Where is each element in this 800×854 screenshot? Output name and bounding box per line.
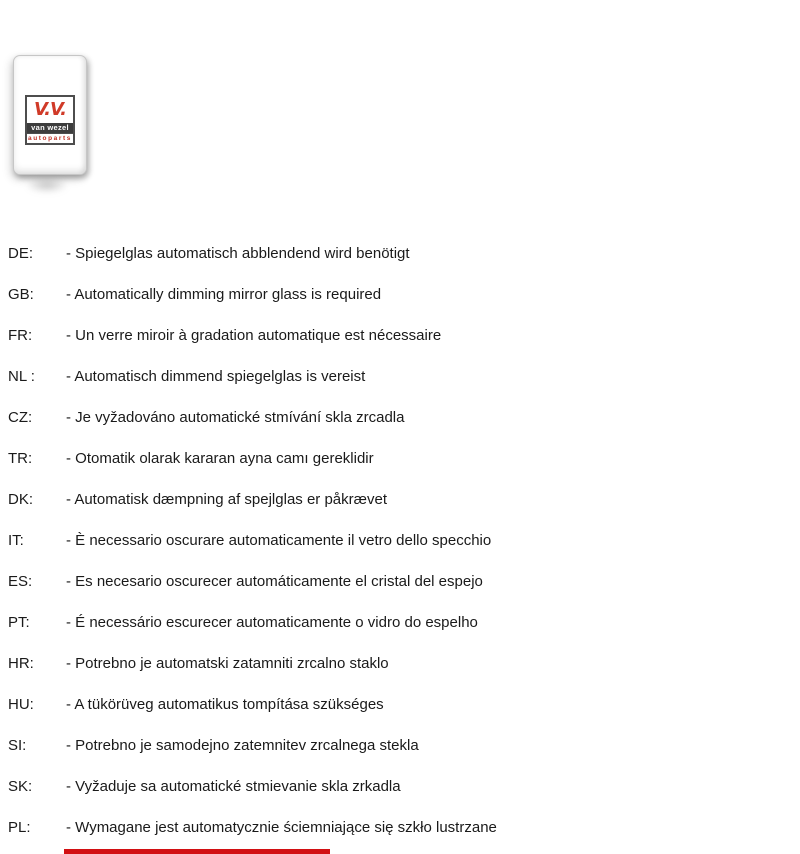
translation-row — [8, 532, 790, 573]
translation-text: - Otomatik olarak kararan ayna camı gereklidir — [66, 450, 374, 467]
language-code: CZ: — [8, 409, 33, 426]
language-code: FR: — [8, 327, 33, 344]
translation-row — [8, 737, 790, 778]
translation-row — [8, 778, 790, 819]
translation-row — [8, 573, 790, 614]
translation-row — [8, 655, 790, 696]
language-code: NL : — [8, 368, 35, 385]
translation-row — [8, 409, 790, 450]
language-code: GB: — [8, 286, 34, 303]
translation-row — [8, 245, 790, 286]
translation-text: - Je vyžadováno automatické stmívání skla zrcadla — [66, 409, 405, 426]
translation-text: - Wymagane jest automatycznie ściemniające się szkło lustrzane — [66, 819, 497, 836]
footer-red-bar — [64, 849, 330, 854]
language-code: ES: — [8, 573, 33, 590]
translation-row — [8, 327, 790, 368]
translation-text: - A tükörüveg automatikus tompítása szükséges — [66, 696, 384, 713]
translation-row — [8, 450, 790, 491]
translation-text: - Vyžaduje sa automatické stmievanie skla zrkadla — [66, 778, 401, 795]
translation-row — [8, 286, 790, 327]
translation-row — [8, 614, 790, 655]
translation-text: - Automatisk dæmpning af spejlglas er påkrævet — [66, 491, 387, 508]
language-code: PT: — [8, 614, 30, 631]
translation-text: - È necessario oscurare automaticamente il vetro dello specchio — [66, 532, 492, 549]
translation-row — [8, 491, 790, 532]
vw-logo-brand: van wezel — [27, 123, 73, 133]
language-code: DK: — [8, 491, 34, 508]
van-wezel-logo — [25, 95, 75, 145]
vw-logo-subtitle: autoparts — [27, 135, 72, 142]
translation-text: - Potrebno je samodejno zatemnitev zrcalnega stekla — [66, 737, 419, 754]
translation-text: - Un verre miroir à gradation automatique est nécessaire — [66, 327, 442, 344]
translation-text: - Automatically dimming mirror glass is required — [66, 286, 382, 303]
translation-row — [8, 696, 790, 737]
van-wezel-logo-card — [13, 55, 87, 175]
language-code: HU: — [8, 696, 34, 713]
translation-text: - Es necesario oscurecer automáticamente el cristal del espejo — [66, 573, 483, 590]
translation-text: - Automatisch dimmend spiegelglas is vereist — [66, 368, 366, 385]
translation-text: - Potrebno je automatski zatamniti zrcalno staklo — [66, 655, 389, 672]
language-code: DE: — [8, 245, 34, 262]
language-code: TR: — [8, 450, 33, 467]
translation-list — [8, 245, 790, 854]
language-code: HR: — [8, 655, 34, 672]
vw-logo-mark: V.V. — [34, 99, 66, 120]
translation-text: - É necessário escurecer automaticamente o vidro do espelho — [66, 614, 478, 631]
language-code: SK: — [8, 778, 33, 795]
translation-row — [8, 368, 790, 409]
language-code: SI: — [8, 737, 27, 754]
language-code: PL: — [8, 819, 31, 836]
translation-text: - Spiegelglas automatisch abblendend wird benötigt — [66, 245, 410, 262]
language-code: IT: — [8, 532, 24, 549]
